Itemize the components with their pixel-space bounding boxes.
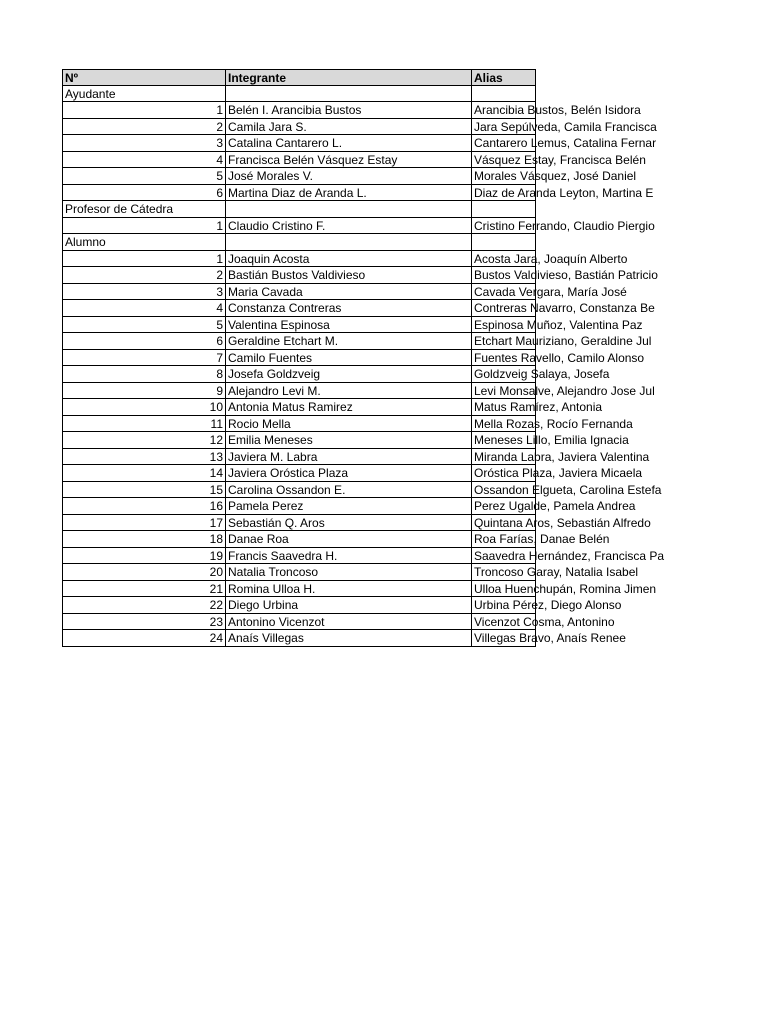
table-row	[62, 267, 768, 284]
member-name-cell[interactable]: José Morales V.	[226, 168, 472, 185]
table-row	[62, 102, 768, 119]
row-number-cell[interactable]: 5	[62, 168, 226, 185]
member-name-cell[interactable]: Rocio Mella	[226, 416, 472, 433]
table-row	[62, 416, 768, 433]
row-number-cell[interactable]: 7	[62, 350, 226, 367]
row-number-cell[interactable]: 18	[62, 531, 226, 548]
member-name-cell[interactable]: Carolina Ossandon E.	[226, 482, 472, 499]
row-number-cell[interactable]: 3	[62, 284, 226, 301]
table-body	[62, 86, 768, 647]
row-number-cell[interactable]: 14	[62, 465, 226, 482]
table-row	[62, 630, 768, 647]
alias-cell[interactable]: Mella Rozas, Rocío Fernanda	[474, 416, 633, 431]
table-row	[62, 284, 768, 301]
member-name-cell[interactable]: Francis Saavedra H.	[226, 548, 472, 565]
member-name-cell[interactable]: Antonino Vicenzot	[226, 614, 472, 631]
row-number-cell[interactable]: 21	[62, 581, 226, 598]
empty-cell[interactable]	[472, 234, 536, 251]
member-name-cell[interactable]: Anaís Villegas	[226, 630, 472, 647]
alias-cell[interactable]: Saavedra Hernández, Francisca Pa	[474, 548, 665, 563]
empty-cell[interactable]	[226, 234, 472, 251]
member-name-cell[interactable]: Javiera M. Labra	[226, 449, 472, 466]
member-name-cell[interactable]: Sebastián Q. Aros	[226, 515, 472, 532]
row-number-cell[interactable]: 9	[62, 383, 226, 400]
row-number-cell[interactable]: 2	[62, 119, 226, 136]
table-row	[62, 383, 768, 400]
alias-cell[interactable]: Cantarero Lemus, Catalina Fernar	[474, 136, 657, 150]
alias-cell[interactable]: Quintana Aros, Sebastián Alfredo	[474, 515, 651, 530]
row-number-cell[interactable]: 24	[62, 630, 226, 647]
member-name-cell[interactable]: Alejandro Levi M.	[226, 383, 472, 400]
member-name-cell[interactable]: Javiera Oróstica Plaza	[226, 465, 472, 482]
table-row	[62, 152, 768, 169]
table-row	[62, 300, 768, 317]
member-name-cell[interactable]: Maria Cavada	[226, 284, 472, 301]
row-number-cell[interactable]: 20	[62, 564, 226, 581]
row-number-cell[interactable]: 13	[62, 449, 226, 466]
table-row	[62, 548, 768, 565]
alias-cell[interactable]: Roa Farías, Danae Belén	[474, 532, 610, 546]
member-name-cell[interactable]: Joaquin Acosta	[226, 251, 472, 268]
row-number-cell[interactable]: 12	[62, 432, 226, 449]
alias-cell[interactable]: Diaz de Aranda Leyton, Martina E	[474, 185, 654, 200]
table-row	[62, 498, 768, 515]
alias-cell[interactable]: Matus Ramírez, Antonia	[474, 400, 603, 414]
row-number-cell[interactable]: 8	[62, 366, 226, 383]
table-row	[62, 449, 768, 466]
alias-cell[interactable]: Ossandon Elgueta, Carolina Estefa	[474, 482, 662, 497]
table-row	[62, 614, 768, 631]
row-number-cell[interactable]: 1	[62, 251, 226, 268]
header-num[interactable]: Nº	[62, 69, 226, 86]
alias-cell[interactable]: Contreras Navarro, Constanza Be	[474, 301, 655, 315]
table-row	[62, 482, 768, 499]
table-row	[62, 581, 768, 598]
row-number-cell[interactable]: 22	[62, 597, 226, 614]
member-name-cell[interactable]: Antonia Matus Ramirez	[226, 399, 472, 416]
member-name-cell[interactable]: Diego Urbina	[226, 597, 472, 614]
group-row	[62, 201, 768, 218]
alias-cell[interactable]: Vásquez Estay, Francisca Belén	[474, 152, 646, 167]
row-number-cell[interactable]: 11	[62, 416, 226, 433]
alias-cell[interactable]: Cavada Vergara, María José	[474, 284, 627, 299]
empty-cell[interactable]	[472, 201, 536, 218]
row-number-cell[interactable]: 10	[62, 399, 226, 416]
member-name-cell[interactable]: Valentina Espinosa	[226, 317, 472, 334]
empty-cell[interactable]	[472, 86, 536, 103]
member-name-cell[interactable]: Natalia Troncoso	[226, 564, 472, 581]
member-name-cell[interactable]: Constanza Contreras	[226, 300, 472, 317]
alias-cell[interactable]: Morales Vásquez, José Daniel	[474, 169, 637, 183]
alias-cell[interactable]: Levi Monsalve, Alejandro Jose Jul	[474, 383, 655, 398]
row-number-cell[interactable]: 5	[62, 317, 226, 334]
table-row	[62, 432, 768, 449]
alias-cell[interactable]: Villegas Bravo, Anaís Renee	[474, 631, 626, 645]
alias-cell[interactable]: Cristino Ferrando, Claudio Piergio	[474, 218, 655, 233]
table-row	[62, 119, 768, 136]
row-number-cell[interactable]: 1	[62, 102, 226, 119]
member-name-cell[interactable]: Camilo Fuentes	[226, 350, 472, 367]
alias-cell[interactable]: Arancibia Bustos, Belén Isidora	[474, 103, 641, 117]
table-row	[62, 317, 768, 334]
member-name-cell[interactable]: Pamela Perez	[226, 498, 472, 515]
row-number-cell[interactable]: 23	[62, 614, 226, 631]
alias-cell[interactable]: Jara Sepúlveda, Camila Francisca	[474, 119, 657, 134]
alias-cell[interactable]: Oróstica Plaza, Javiera Micaela	[474, 466, 643, 480]
group-role-cell[interactable]: Alumno	[62, 234, 226, 251]
header-alias[interactable]: Alias	[472, 69, 536, 86]
group-row	[62, 234, 768, 251]
member-name-cell[interactable]: Camila Jara S.	[226, 119, 472, 136]
row-number-cell[interactable]: 15	[62, 482, 226, 499]
header-member[interactable]: Integrante	[226, 69, 472, 86]
member-name-cell[interactable]: Geraldine Etchart M.	[226, 333, 472, 350]
header-row	[62, 69, 768, 86]
alias-cell[interactable]: Etchart Mauriziano, Geraldine Jul	[474, 334, 652, 348]
member-name-cell[interactable]: Romina Ulloa H.	[226, 581, 472, 598]
table-row	[62, 366, 768, 383]
table-row	[62, 168, 768, 185]
row-number-cell[interactable]: 16	[62, 498, 226, 515]
row-number-cell[interactable]: 19	[62, 548, 226, 565]
group-role-cell[interactable]: Ayudante	[62, 86, 226, 103]
table-row	[62, 135, 768, 152]
member-name-cell[interactable]: Martina Diaz de Aranda L.	[226, 185, 472, 202]
member-name-cell[interactable]: Emilia Meneses	[226, 432, 472, 449]
alias-cell[interactable]: Espinosa Muñoz, Valentina Paz	[474, 317, 643, 332]
row-number-cell[interactable]: 4	[62, 152, 226, 169]
table-row	[62, 333, 768, 350]
table-row	[62, 564, 768, 581]
spreadsheet-table	[62, 69, 768, 647]
member-name-cell[interactable]: Catalina Cantarero L.	[226, 135, 472, 152]
table-row	[62, 185, 768, 202]
member-name-cell[interactable]: Bastián Bustos Valdivieso	[226, 267, 472, 284]
alias-cell[interactable]: Bustos Valdivieso, Bastián Patricio	[474, 268, 658, 282]
alias-cell[interactable]: Troncoso Garay, Natalia Isabel	[474, 565, 639, 579]
row-number-cell[interactable]: 4	[62, 300, 226, 317]
alias-cell[interactable]: Vicenzot Cosma, Antonino	[474, 614, 615, 629]
alias-cell[interactable]: Fuentes Ravello, Camilo Alonso	[474, 350, 645, 365]
alias-cell[interactable]: Acosta Jara, Joaquín Alberto	[474, 251, 628, 266]
group-role-cell[interactable]: Profesor de Cátedra	[62, 201, 226, 218]
alias-cell[interactable]: Goldzveig Salaya, Josefa	[474, 367, 610, 381]
member-name-cell[interactable]: Danae Roa	[226, 531, 472, 548]
table-row	[62, 531, 768, 548]
alias-cell[interactable]: Ulloa Huenchupán, Romina Jimen	[474, 581, 657, 596]
member-name-cell[interactable]: Claudio Cristino F.	[226, 218, 472, 235]
table-row	[62, 465, 768, 482]
row-number-cell[interactable]: 3	[62, 135, 226, 152]
member-name-cell[interactable]: Belén I. Arancibia Bustos	[226, 102, 472, 119]
alias-cell[interactable]: Urbina Pérez, Diego Alonso	[474, 598, 622, 612]
row-number-cell[interactable]: 17	[62, 515, 226, 532]
table-row	[62, 218, 768, 235]
alias-cell[interactable]: Meneses Lillo, Emilia Ignacia	[474, 433, 629, 447]
empty-cell[interactable]	[226, 86, 472, 103]
alias-cell[interactable]: Miranda Labra, Javiera Valentina	[474, 449, 650, 464]
table-row	[62, 399, 768, 416]
member-name-cell[interactable]: Francisca Belén Vásquez Estay	[226, 152, 472, 169]
row-number-cell[interactable]: 6	[62, 185, 226, 202]
row-number-cell[interactable]: 1	[62, 218, 226, 235]
table-row	[62, 597, 768, 614]
group-row	[62, 86, 768, 103]
table-row	[62, 515, 768, 532]
empty-cell[interactable]	[226, 201, 472, 218]
member-name-cell[interactable]: Josefa Goldzveig	[226, 366, 472, 383]
table-row	[62, 350, 768, 367]
row-number-cell[interactable]: 2	[62, 267, 226, 284]
alias-cell[interactable]: Perez Ugalde, Pamela Andrea	[474, 499, 636, 513]
row-number-cell[interactable]: 6	[62, 333, 226, 350]
table-row	[62, 251, 768, 268]
